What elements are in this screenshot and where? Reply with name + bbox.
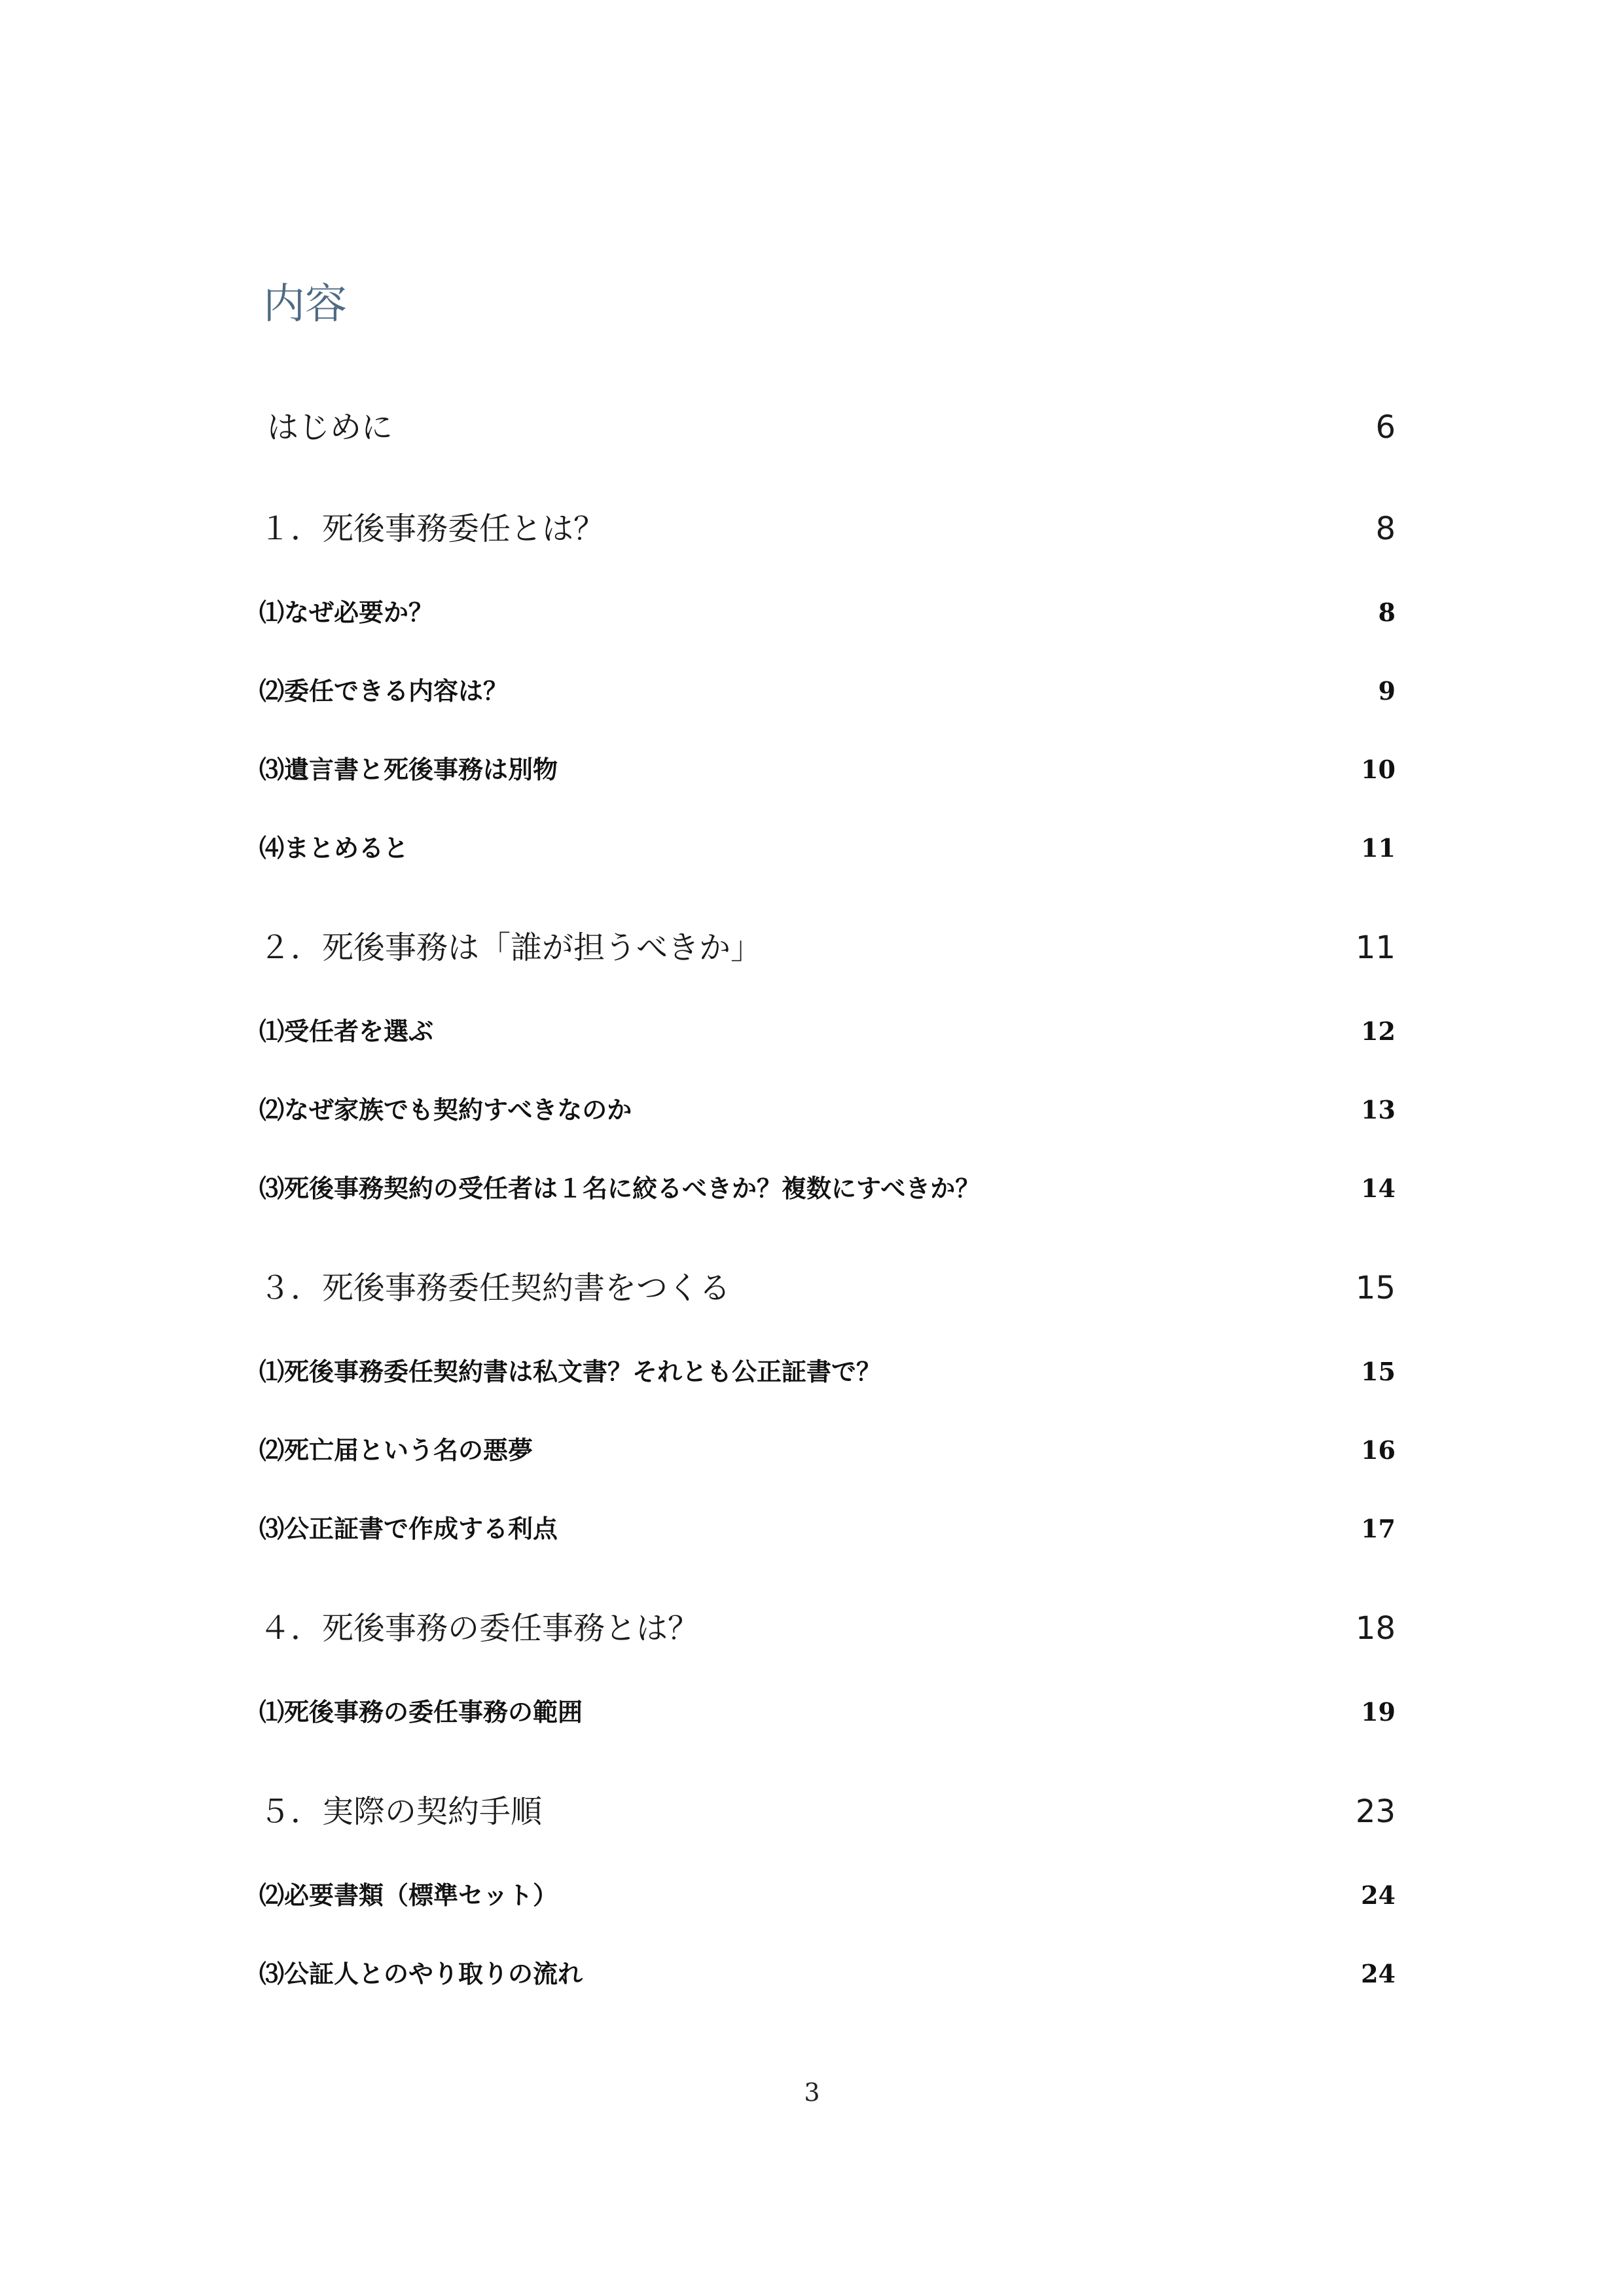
toc-entry-chapter-4[interactable] (259, 1605, 1396, 1651)
toc-entry-label: ⑴受任者を選ぶ (259, 1016, 434, 1046)
toc-entry-page: 18 (1355, 1610, 1396, 1647)
toc-entry-label: ⑵必要書類（標準セット） (259, 1880, 558, 1910)
toc-entry-section-1-3[interactable] (259, 751, 1396, 788)
page-number: 3 (804, 2078, 820, 2107)
toc-entry-label: ５．実際の契約手順 (259, 1793, 543, 1830)
toc-entry-page: 12 (1361, 1016, 1396, 1046)
toc-entry-section-4-1[interactable] (259, 1694, 1396, 1731)
toc-entry-page: 8 (1375, 511, 1396, 547)
toc-entry-label: ⑵なぜ家族でも契約すべきなのか (259, 1095, 632, 1124)
toc-entry-page: 6 (1375, 409, 1396, 446)
toc-entry-label: ⑶公証人とのやり取りの流れ (259, 1959, 583, 1988)
toc-entry-chapter-5[interactable] (259, 1789, 1396, 1835)
toc-entry-page: 24 (1361, 1959, 1396, 1988)
toc-entry-section-2-3[interactable] (259, 1170, 1396, 1207)
toc-entry-label: ３．死後事務委任契約書をつくる (259, 1270, 731, 1306)
toc-entry-chapter-2[interactable] (259, 925, 1396, 971)
toc-entry-label: ⑷まとめると (259, 833, 409, 863)
toc-entry-page: 19 (1361, 1697, 1396, 1727)
toc-entry-label: ⑴なぜ必要か？ (259, 598, 434, 627)
toc-entry-section-3-1[interactable] (259, 1354, 1396, 1390)
toc-entry-page: 23 (1355, 1793, 1396, 1830)
toc-entry-section-5-3[interactable] (259, 1956, 1396, 1992)
toc-entry-page: 14 (1361, 1174, 1396, 1203)
toc-entry-label: はじめに (267, 409, 393, 446)
toc-entry-section-1-4[interactable] (259, 830, 1396, 867)
toc-entry-page: 17 (1361, 1514, 1396, 1543)
toc-entry-label: ⑶公正証書で作成する利点 (259, 1514, 558, 1543)
toc-entry-page: 8 (1378, 598, 1396, 627)
toc-entry-page: 10 (1361, 755, 1396, 784)
toc-entry-label: ４．死後事務の委任事務とは？ (259, 1610, 700, 1647)
toc-entry-label: ⑴死後事務の委任事務の範囲 (259, 1697, 583, 1727)
toc-title: 内容 (263, 280, 347, 329)
toc-entry-section-3-2[interactable] (259, 1432, 1396, 1469)
toc-entry-page: 15 (1355, 1270, 1396, 1306)
toc-entry-section-2-2[interactable] (259, 1092, 1396, 1128)
toc-entry-page: 11 (1355, 929, 1396, 966)
toc-entry-page: 9 (1378, 676, 1396, 706)
toc-entry-label: ⑵死亡届という名の悪夢 (259, 1435, 533, 1465)
toc-entry-page: 13 (1361, 1095, 1396, 1124)
toc-entry-page: 11 (1361, 833, 1396, 863)
toc-entry-label: ２．死後事務は「誰が担うべきか」 (259, 929, 763, 966)
toc-entry-label: ⑶遺言書と死後事務は別物 (259, 755, 558, 784)
toc-entry-introduction[interactable] (267, 404, 1396, 450)
toc-entry-page: 16 (1361, 1435, 1396, 1465)
toc-entry-page: 15 (1361, 1357, 1396, 1386)
toc-entry-chapter-1[interactable] (259, 506, 1396, 552)
toc-entry-section-3-3[interactable] (259, 1511, 1396, 1547)
toc-entry-section-5-2[interactable] (259, 1877, 1396, 1914)
toc-entry-label: ⑶死後事務契約の受任者は１名に絞るべきか？複数にすべきか？ (259, 1174, 981, 1203)
toc-entry-label: ⑵委任できる内容は？ (259, 676, 509, 706)
toc-entry-section-1-1[interactable] (259, 594, 1396, 631)
toc-entry-section-1-2[interactable] (259, 673, 1396, 709)
toc-entry-label: ⑴死後事務委任契約書は私文書？それとも公正証書で？ (259, 1357, 882, 1386)
toc-entry-chapter-3[interactable] (259, 1265, 1396, 1311)
toc-entry-section-2-1[interactable] (259, 1013, 1396, 1050)
toc-entry-label: １．死後事務委任とは？ (259, 511, 605, 547)
toc-entry-page: 24 (1361, 1880, 1396, 1910)
